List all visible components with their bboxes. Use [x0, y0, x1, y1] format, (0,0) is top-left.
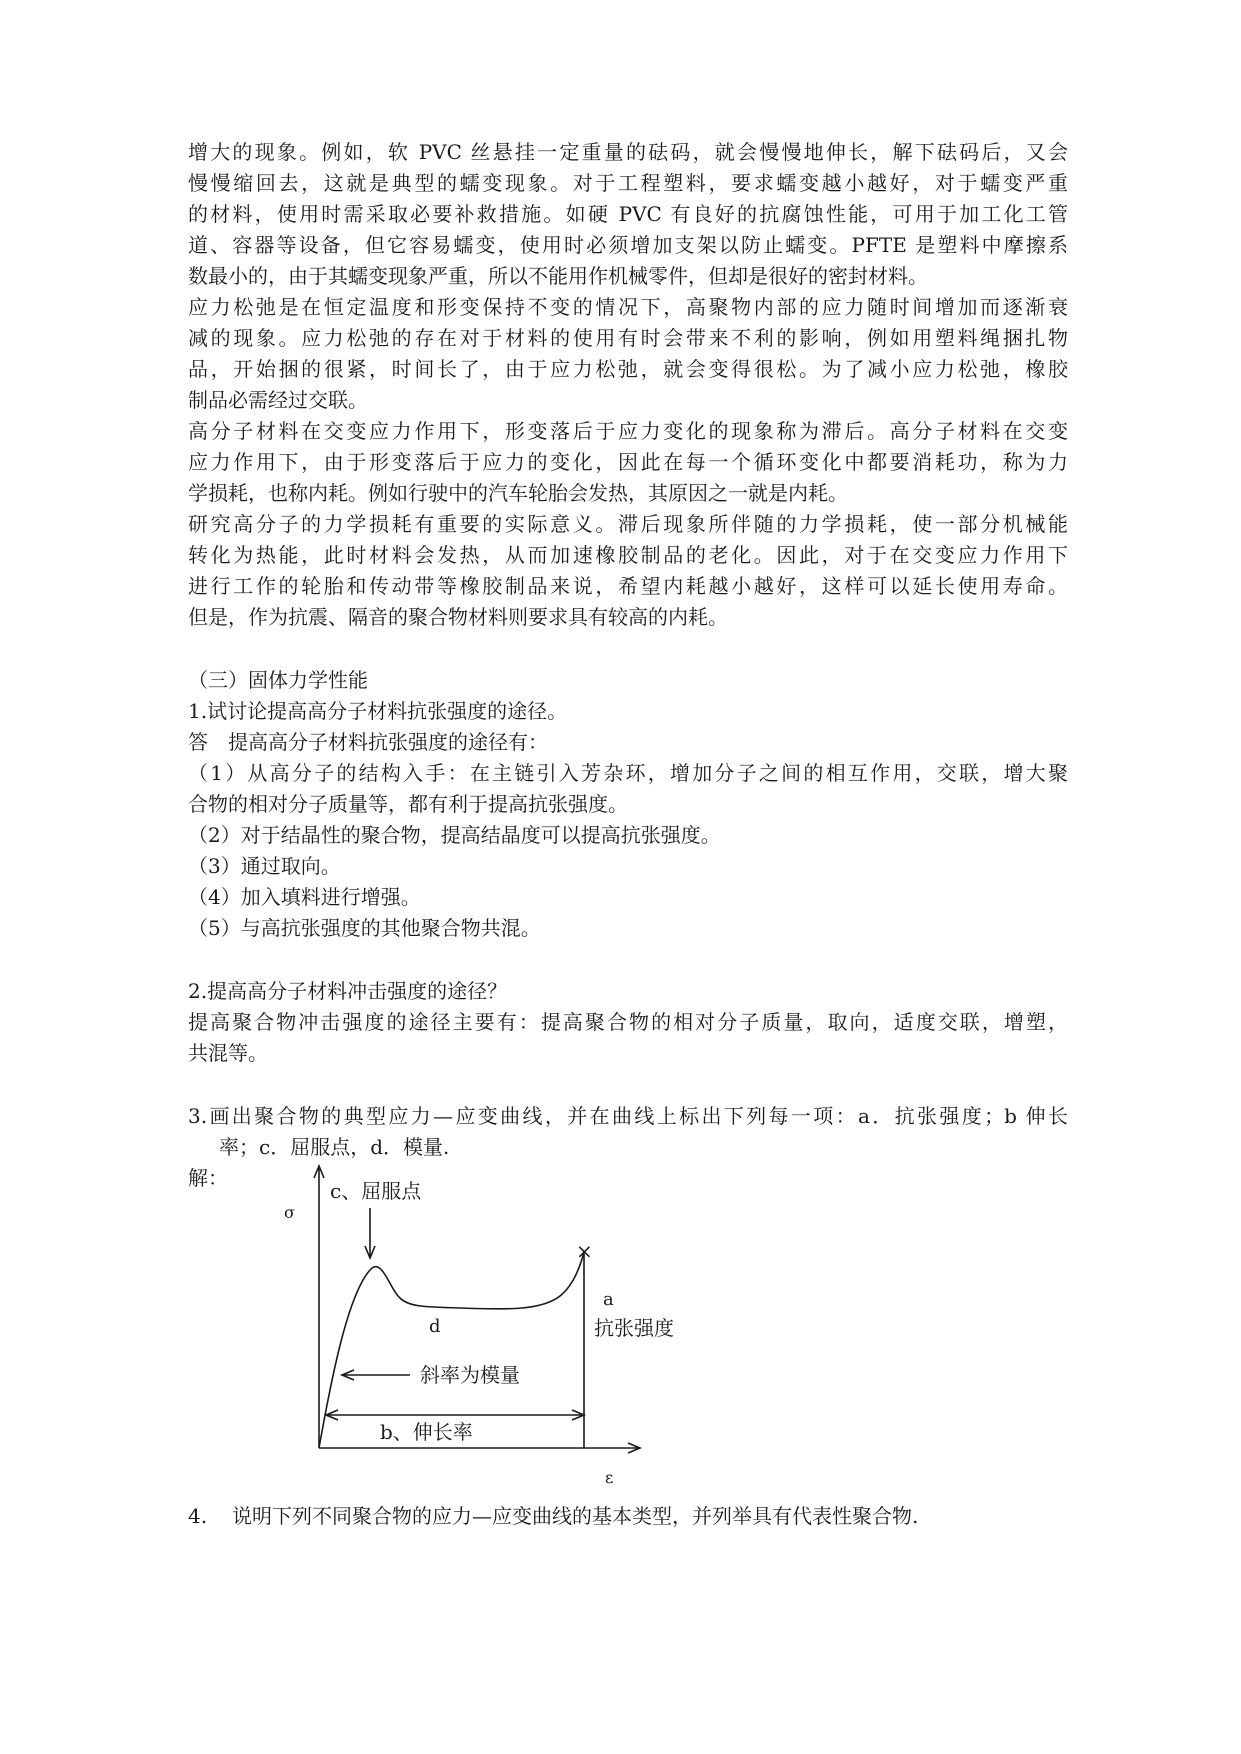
answer-item-1-cont: 合物的相对分子质量等，都有利于提高抗张强度。 — [188, 792, 628, 816]
tensile-strength-label: 抗张强度 — [594, 1316, 674, 1340]
d-label: d — [429, 1316, 441, 1337]
stress-strain-curve — [319, 1252, 584, 1448]
question-3: 3.画出聚合物的典型应力—应变曲线，并在曲线上标出下列每一项：a．抗张强度；b 伸长 — [188, 1104, 1068, 1128]
answer-item-4: （4）加入填料进行增强。 — [188, 885, 421, 909]
text-line: 的材料，使用时需采取必要补救措施。如硬 PVC 有良好的抗腐蚀性能，可用于加工化工管 — [188, 202, 1068, 226]
answer-2: 提高聚合物冲击强度的途径主要有：提高聚合物的相对分子质量，取向，适度交联，增塑， — [188, 1010, 1068, 1034]
a-label: a — [603, 1289, 614, 1310]
text-line: 数最小的，由于其蠕变现象严重，所以不能用作机械零件，但却是很好的密封材料。 — [188, 264, 928, 288]
solution-label: 解： — [188, 1166, 228, 1190]
text-line: 应力松弛是在恒定温度和形变保持不变的情况下，高聚物内部的应力随时间增加而逐渐衰 — [188, 295, 1068, 319]
yield-label: c、屈服点 — [330, 1179, 422, 1203]
question-3-cont: 率；c．屈服点，d．模量. — [219, 1135, 450, 1159]
section-heading: （三）固体力学性能 — [188, 668, 368, 692]
elongation-label: b、伸长率 — [380, 1420, 473, 1444]
text-line: 转化为热能，此时材料会发热，从而加速橡胶制品的老化。因此，对于在交变应力作用下 — [188, 543, 1068, 567]
answer-intro: 答 提高高分子材料抗张强度的途径有： — [188, 730, 548, 754]
question-4-number: 4. — [188, 1504, 208, 1528]
answer-item-1: （1）从高分子的结构入手：在主链引入芳杂环，增加分子之间的相互作用，交联，增大聚 — [188, 761, 1068, 785]
break-mark: × — [576, 1239, 593, 1263]
text-line: 制品必需经过交联。 — [188, 388, 368, 412]
text-line: 进行工作的轮胎和传动带等橡胶制品来说，希望内耗越小越好，这样可以延长使用寿命。 — [188, 574, 1068, 598]
question-1: 1.试讨论提高高分子材料抗张强度的途径。 — [188, 699, 568, 723]
answer-item-5: （5）与高抗张强度的其他聚合物共混。 — [188, 916, 541, 940]
answer-2-cont: 共混等。 — [188, 1041, 268, 1065]
question-4 — [188, 1504, 1068, 1528]
text-line: 但是，作为抗震、隔音的聚合物材料则要求具有较高的内耗。 — [188, 605, 728, 629]
text-line: 品，开始捆的很紧，时间长了，由于应力松弛，就会变得很松。为了减小应力松弛，橡胶 — [188, 357, 1068, 381]
question-4-text: 说明下列不同聚合物的应力—应变曲线的基本类型，并列举具有代表性聚合物. — [232, 1504, 919, 1528]
sigma-label: σ — [284, 1203, 295, 1222]
epsilon-label: ε — [605, 1468, 614, 1487]
answer-item-3: （3）通过取向。 — [188, 854, 341, 878]
text-line: 高分子材料在交变应力作用下，形变落后于应力变化的现象称为滞后。高分子材料在交变 — [188, 419, 1068, 443]
answer-item-2: （2）对于结晶性的聚合物，提高结晶度可以提高抗张强度。 — [188, 823, 721, 847]
stress-strain-diagram — [270, 1160, 690, 1490]
text-line: 学损耗，也称内耗。例如行驶中的汽车轮胎会发热，其原因之一就是内耗。 — [188, 481, 848, 505]
text-line: 研究高分子的力学损耗有重要的实际意义。滞后现象所伴随的力学损耗，使一部分机械能 — [188, 512, 1068, 536]
question-2: 2.提高高分子材料冲击强度的途径？ — [188, 979, 508, 1003]
text-line: 减的现象。应力松弛的存在对于材料的使用有时会带来不利的影响，例如用塑料绳捆扎物 — [188, 326, 1068, 350]
modulus-label: 斜率为模量 — [420, 1363, 520, 1387]
text-line: 慢慢缩回去，这就是典型的蠕变现象。对于工程塑料，要求蠕变越小越好，对于蠕变严重 — [188, 171, 1068, 195]
text-line: 道、容器等设备，但它容易蠕变，使用时必须增加支架以防止蠕变。PFTE 是塑料中摩擦系 — [188, 233, 1068, 257]
text-line: 增大的现象。例如，软 PVC 丝悬挂一定重量的砝码，就会慢慢地伸长，解下砝码后，又会 — [188, 140, 1068, 164]
text-line: 应力作用下，由于形变落后于应力的变化，因此在每一个循环变化中都要消耗功，称为力 — [188, 450, 1068, 474]
